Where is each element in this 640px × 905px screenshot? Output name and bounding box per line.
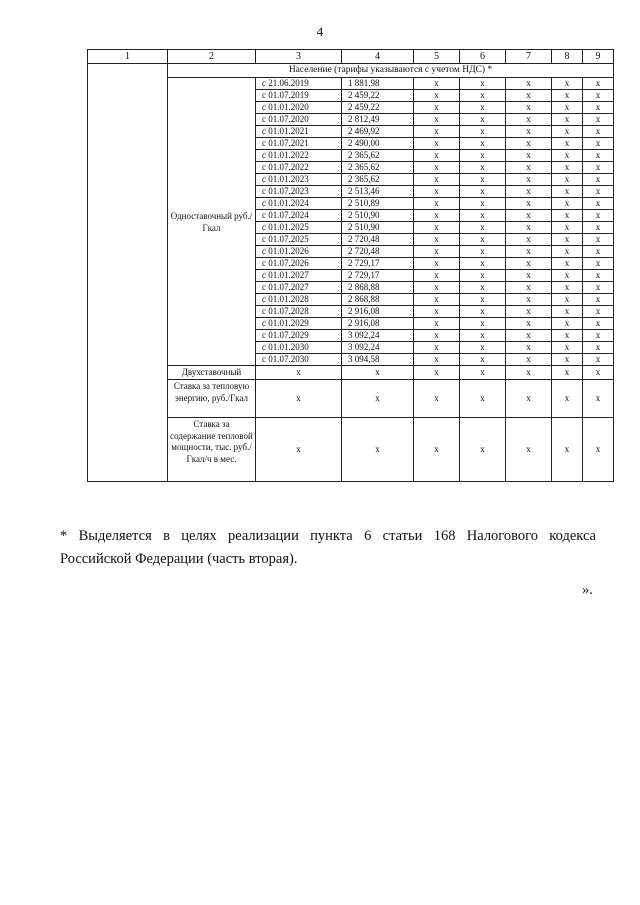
na-mark-cell: х: [583, 418, 614, 482]
na-mark-cell: х: [583, 186, 614, 198]
two-rate-label: Двухставочный: [168, 366, 256, 380]
na-mark-cell: х: [414, 282, 460, 294]
tariff-value-cell: 2 720,48: [342, 246, 414, 258]
na-mark-cell: х: [342, 418, 414, 482]
na-mark-cell: х: [414, 174, 460, 186]
na-mark-cell: х: [414, 342, 460, 354]
na-mark-cell: х: [583, 294, 614, 306]
period-cell: с 21.06.2019: [256, 78, 342, 90]
period-cell: с 01.01.2030: [256, 342, 342, 354]
column-header-1: 1: [88, 50, 168, 64]
tariff-value-cell: 2 459,22: [342, 90, 414, 102]
na-mark-cell: х: [552, 354, 583, 366]
na-mark-cell: х: [460, 138, 506, 150]
period-cell: с 01.01.2020: [256, 102, 342, 114]
na-mark-cell: х: [506, 366, 552, 380]
na-mark-cell: х: [583, 282, 614, 294]
tariff-value-cell: 1 881,98: [342, 78, 414, 90]
na-mark-cell: х: [460, 186, 506, 198]
na-mark-cell: х: [460, 90, 506, 102]
na-mark-cell: х: [414, 90, 460, 102]
na-mark-cell: х: [506, 162, 552, 174]
na-mark-cell: х: [460, 162, 506, 174]
tariff-value-cell: 2 729,17: [342, 258, 414, 270]
na-mark-cell: х: [552, 330, 583, 342]
na-mark-cell: х: [506, 198, 552, 210]
column-header-8: 8: [552, 50, 583, 64]
na-mark-cell: х: [460, 330, 506, 342]
na-mark-cell: х: [583, 210, 614, 222]
capacity-rate-label: Ставка за содержание тепловой мощности, тыс. руб./Гкал/ч в мес.: [168, 418, 256, 482]
na-mark-cell: х: [460, 380, 506, 418]
na-mark-cell: х: [552, 380, 583, 418]
na-mark-cell: х: [583, 114, 614, 126]
na-mark-cell: х: [583, 234, 614, 246]
tariff-table-body: [88, 50, 614, 482]
na-mark-cell: х: [460, 150, 506, 162]
na-mark-cell: х: [414, 198, 460, 210]
tariff-value-cell: 2 720,48: [342, 234, 414, 246]
na-mark-cell: х: [414, 258, 460, 270]
na-mark-cell: х: [460, 282, 506, 294]
na-mark-cell: х: [506, 186, 552, 198]
period-cell: с 01.01.2028: [256, 294, 342, 306]
na-mark-cell: х: [506, 138, 552, 150]
na-mark-cell: х: [414, 330, 460, 342]
tariff-value-cell: 2 459,22: [342, 102, 414, 114]
na-mark-cell: х: [583, 366, 614, 380]
period-cell: с 01.07.2028: [256, 306, 342, 318]
single-rate-label: Одноставочный руб./Гкал: [168, 78, 256, 366]
period-cell: с 01.07.2026: [256, 258, 342, 270]
na-mark-cell: х: [583, 380, 614, 418]
na-mark-cell: х: [414, 306, 460, 318]
na-mark-cell: х: [506, 174, 552, 186]
na-mark-cell: х: [583, 270, 614, 282]
na-mark-cell: х: [414, 294, 460, 306]
period-cell: с 01.07.2021: [256, 138, 342, 150]
na-mark-cell: х: [414, 380, 460, 418]
tariff-value-cell: 3 094,58: [342, 354, 414, 366]
na-mark-cell: х: [583, 342, 614, 354]
tariff-value-cell: 2 916,08: [342, 306, 414, 318]
na-mark-cell: х: [506, 270, 552, 282]
tariff-value-cell: 2 510,90: [342, 222, 414, 234]
period-cell: с 01.07.2029: [256, 330, 342, 342]
na-mark-cell: х: [583, 354, 614, 366]
na-mark-cell: х: [414, 210, 460, 222]
period-cell: с 01.01.2025: [256, 222, 342, 234]
na-mark-cell: х: [414, 234, 460, 246]
tariff-value-cell: 2 916,08: [342, 318, 414, 330]
na-mark-cell: х: [506, 294, 552, 306]
na-mark-cell: х: [552, 222, 583, 234]
closing-quote-mark: ».: [582, 582, 593, 598]
na-mark-cell: х: [552, 366, 583, 380]
na-mark-cell: х: [552, 306, 583, 318]
na-mark-cell: х: [460, 354, 506, 366]
na-mark-cell: х: [414, 222, 460, 234]
column-header-3: 3: [256, 50, 342, 64]
na-mark-cell: х: [506, 318, 552, 330]
period-cell: с 01.07.2024: [256, 210, 342, 222]
tariff-value-cell: 2 868,88: [342, 282, 414, 294]
na-mark-cell: х: [256, 418, 342, 482]
period-cell: с 01.01.2029: [256, 318, 342, 330]
tariff-value-cell: 2 729,17: [342, 270, 414, 282]
period-cell: с 01.01.2022: [256, 150, 342, 162]
na-mark-cell: х: [460, 258, 506, 270]
na-mark-cell: х: [552, 114, 583, 126]
column-header-6: 6: [460, 50, 506, 64]
na-mark-cell: х: [460, 294, 506, 306]
na-mark-cell: х: [552, 246, 583, 258]
footnote-line-2: Российской Федерации (часть вторая).: [60, 551, 298, 567]
na-mark-cell: х: [414, 102, 460, 114]
na-mark-cell: х: [414, 78, 460, 90]
tariff-value-cell: 2 365,62: [342, 174, 414, 186]
energy-rate-label: Ставка за тепловую энергию, руб./Гкал: [168, 380, 256, 418]
tariff-value-cell: 2 469,92: [342, 126, 414, 138]
period-cell: с 01.07.2022: [256, 162, 342, 174]
na-mark-cell: х: [552, 198, 583, 210]
na-mark-cell: х: [583, 162, 614, 174]
na-mark-cell: х: [460, 222, 506, 234]
na-mark-cell: х: [552, 282, 583, 294]
na-mark-cell: х: [506, 380, 552, 418]
section-header-row: [88, 64, 614, 78]
na-mark-cell: х: [552, 162, 583, 174]
na-mark-cell: х: [506, 90, 552, 102]
period-cell: с 01.01.2023: [256, 174, 342, 186]
na-mark-cell: х: [460, 126, 506, 138]
na-mark-cell: х: [414, 318, 460, 330]
na-mark-cell: х: [506, 150, 552, 162]
tariff-value-cell: 3 092,24: [342, 342, 414, 354]
na-mark-cell: х: [583, 90, 614, 102]
na-mark-cell: х: [460, 210, 506, 222]
section-header: Население (тарифы указываются с учетом НДС) *: [168, 64, 614, 78]
na-mark-cell: х: [552, 234, 583, 246]
na-mark-cell: х: [414, 138, 460, 150]
na-mark-cell: х: [414, 150, 460, 162]
na-mark-cell: х: [506, 78, 552, 90]
na-mark-cell: х: [460, 102, 506, 114]
na-mark-cell: х: [583, 78, 614, 90]
na-mark-cell: х: [460, 234, 506, 246]
na-mark-cell: х: [506, 222, 552, 234]
na-mark-cell: х: [460, 366, 506, 380]
na-mark-cell: х: [583, 150, 614, 162]
period-cell: с 01.07.2020: [256, 114, 342, 126]
na-mark-cell: х: [414, 366, 460, 380]
na-mark-cell: х: [460, 174, 506, 186]
tariff-value-cell: 2 868,88: [342, 294, 414, 306]
tariff-value-cell: 2 510,89: [342, 198, 414, 210]
na-mark-cell: х: [506, 330, 552, 342]
tariff-value-cell: 2 513,46: [342, 186, 414, 198]
na-mark-cell: х: [583, 246, 614, 258]
tariff-value-cell: 2 812,49: [342, 114, 414, 126]
column-header-9: 9: [583, 50, 614, 64]
period-cell: с 01.01.2021: [256, 126, 342, 138]
column-header-7: 7: [506, 50, 552, 64]
na-mark-cell: х: [506, 418, 552, 482]
na-mark-cell: х: [460, 198, 506, 210]
na-mark-cell: х: [414, 418, 460, 482]
na-mark-cell: х: [414, 186, 460, 198]
na-mark-cell: х: [414, 126, 460, 138]
period-cell: с 01.07.2027: [256, 282, 342, 294]
na-mark-cell: х: [460, 306, 506, 318]
na-mark-cell: х: [506, 246, 552, 258]
na-mark-cell: х: [583, 330, 614, 342]
na-mark-cell: х: [552, 318, 583, 330]
na-mark-cell: х: [256, 380, 342, 418]
na-mark-cell: х: [506, 342, 552, 354]
na-mark-cell: х: [552, 78, 583, 90]
na-mark-cell: х: [552, 174, 583, 186]
tariff-value-cell: 2 365,62: [342, 162, 414, 174]
na-mark-cell: х: [552, 186, 583, 198]
na-mark-cell: х: [552, 294, 583, 306]
na-mark-cell: х: [552, 342, 583, 354]
period-cell: с 01.01.2027: [256, 270, 342, 282]
na-mark-cell: х: [460, 246, 506, 258]
na-mark-cell: х: [460, 270, 506, 282]
na-mark-cell: х: [583, 222, 614, 234]
na-mark-cell: х: [460, 342, 506, 354]
na-mark-cell: х: [552, 270, 583, 282]
na-mark-cell: х: [583, 198, 614, 210]
na-mark-cell: х: [552, 90, 583, 102]
na-mark-cell: х: [414, 114, 460, 126]
footnote-line-1: * Выделяется в целях реализации пункта 6 статьи 168 Налогового кодекса: [60, 528, 596, 544]
period-cell: с 01.01.2026: [256, 246, 342, 258]
na-mark-cell: х: [506, 306, 552, 318]
na-mark-cell: х: [583, 174, 614, 186]
na-mark-cell: х: [414, 270, 460, 282]
na-mark-cell: х: [414, 354, 460, 366]
period-cell: с 01.07.2030: [256, 354, 342, 366]
na-mark-cell: х: [460, 318, 506, 330]
na-mark-cell: х: [460, 114, 506, 126]
period-cell: с 01.07.2023: [256, 186, 342, 198]
na-mark-cell: х: [256, 366, 342, 380]
na-mark-cell: х: [583, 306, 614, 318]
na-mark-cell: х: [506, 234, 552, 246]
tariff-value-cell: 2 510,90: [342, 210, 414, 222]
column-header-5: 5: [414, 50, 460, 64]
page-number: 4: [316, 24, 324, 39]
na-mark-cell: х: [552, 258, 583, 270]
na-mark-cell: х: [414, 246, 460, 258]
period-cell: с 01.07.2019: [256, 90, 342, 102]
tariff-table: [87, 49, 614, 482]
na-mark-cell: х: [583, 318, 614, 330]
na-mark-cell: х: [506, 114, 552, 126]
tariff-value-cell: 2 365,62: [342, 150, 414, 162]
na-mark-cell: х: [506, 258, 552, 270]
na-mark-cell: х: [583, 102, 614, 114]
na-mark-cell: х: [460, 78, 506, 90]
footnote: [60, 525, 596, 571]
na-mark-cell: х: [583, 138, 614, 150]
tariff-value-cell: 2 490,00: [342, 138, 414, 150]
tariff-value-cell: 3 092,24: [342, 330, 414, 342]
column-header-4: 4: [342, 50, 414, 64]
column-header-2: 2: [168, 50, 256, 64]
na-mark-cell: х: [506, 210, 552, 222]
blank-first-column-cell: [88, 64, 168, 482]
na-mark-cell: х: [583, 258, 614, 270]
period-cell: с 01.07.2025: [256, 234, 342, 246]
na-mark-cell: х: [414, 162, 460, 174]
na-mark-cell: х: [460, 418, 506, 482]
period-cell: с 01.01.2024: [256, 198, 342, 210]
na-mark-cell: х: [552, 150, 583, 162]
column-header-row: [88, 50, 614, 64]
na-mark-cell: х: [552, 126, 583, 138]
na-mark-cell: х: [552, 138, 583, 150]
na-mark-cell: х: [506, 126, 552, 138]
na-mark-cell: х: [506, 282, 552, 294]
na-mark-cell: х: [506, 102, 552, 114]
na-mark-cell: х: [583, 126, 614, 138]
na-mark-cell: х: [552, 210, 583, 222]
na-mark-cell: х: [342, 366, 414, 380]
na-mark-cell: х: [552, 102, 583, 114]
na-mark-cell: х: [342, 380, 414, 418]
na-mark-cell: х: [506, 354, 552, 366]
na-mark-cell: х: [552, 418, 583, 482]
